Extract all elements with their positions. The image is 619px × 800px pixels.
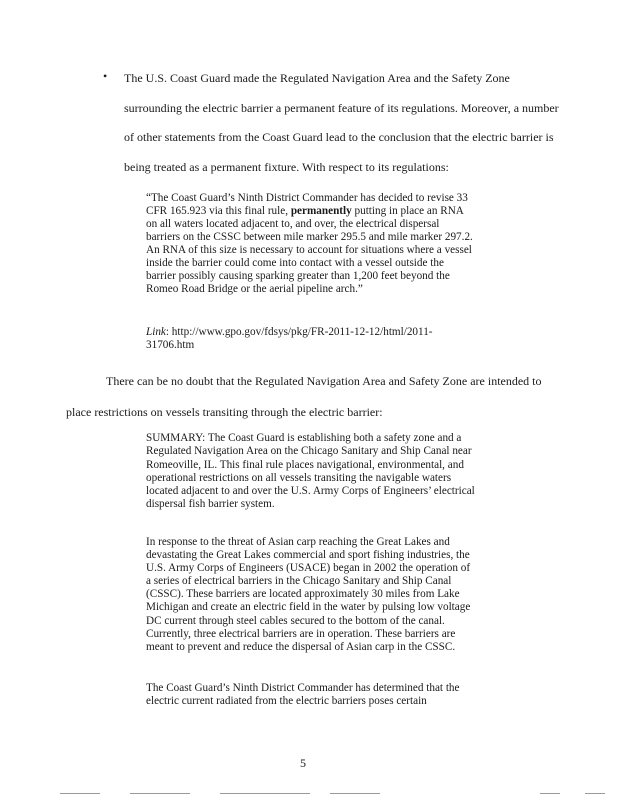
regulation-quote: [146, 192, 476, 296]
district-commander-quote: The Coast Guard’s Ninth District Commander has determined that the electric current radiated from the electric barriers poses certain: [146, 682, 460, 708]
quote-text-before: “The Coast Guard’s Ninth District Commander has decided to revise 33 CFR 165.923 via this final rule,: [146, 192, 468, 217]
body-paragraph: There can be no doubt that the Regulated Navigation Area and Safety Zone are intended to place restrictions on vessels transiting through the electric barrier:: [66, 374, 542, 419]
footer-scan-marks: [0, 788, 619, 800]
bullet-paragraph: The U.S. Coast Guard made the Regulated Navigation Area and the Safety Zone surrounding the electric barrier a permanent feature of its regulations. Moreover, a number of other statements from the Coast Guard lead to the conclusion that the electric barrier is being treated as a permanent fixture. With respect to its regulations:: [124, 71, 559, 174]
bullet-icon: •: [103, 69, 108, 83]
link-label: Link: [146, 326, 166, 338]
page-number: 5: [300, 756, 306, 770]
link-url: : http://www.gpo.gov/fdsys/pkg/FR-2011-12-12/html/2011-31706.htm: [146, 326, 433, 351]
quote-text-after: putting in place an RNA on all waters located adjacent to, and over, the electrical dispersal barriers on the CSSC between mile marker 295.5 and mile marker 297.2. An RNA of this size is necessary to account for situations where a vessel inside the barrier could come into contact with a vessel outside the barrier possibly causing sparking greater than 1,200 feet beyond the Romeo Road Bridge or the aerial pipeline arch.”: [146, 205, 473, 295]
quote-emphasis: permanently: [290, 205, 352, 217]
summary-quote: SUMMARY: The Coast Guard is establishing both a safety zone and a Regulated Navigation Area on the Chicago Sanitary and Ship Canal near Romeoville, IL. This final rule places navigational, environmental, and operational restrictions on all vessels transiting the navigable waters located adjacent to and over the U.S. Army Corps of Engineers’ electrical dispersal fish barrier system.: [146, 432, 475, 511]
source-link: [146, 326, 476, 352]
asian-carp-quote: In response to the threat of Asian carp reaching the Great Lakes and devastating the Great Lakes commercial and sport fishing industries, the U.S. Army Corps of Engineers (USACE) began in 2002 the operation of a series of electrical barriers in the Chicago Sanitary and Ship Canal (CSSC). These barriers are located approximately 30 miles from Lake Michigan and create an electric field in the water by pulsing low voltage DC current through steel cables secured to the bottom of the canal. Currently, three electrical barriers are in operation. These barriers are meant to prevent and reduce the dispersal of Asian carp in the CSSC.: [146, 536, 471, 653]
